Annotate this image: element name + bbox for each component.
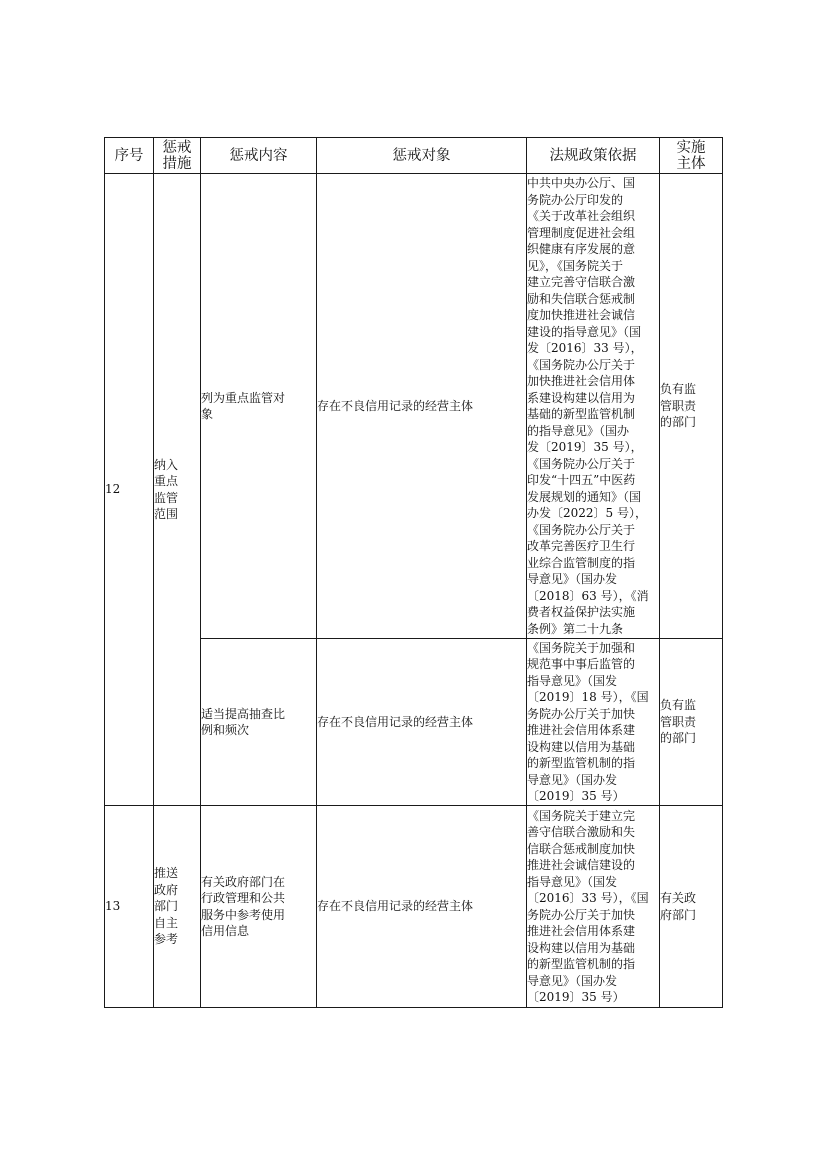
measure-line: 重点: [154, 474, 179, 488]
measure-line: 自主: [154, 915, 179, 930]
basis-line: 规范事中事后监管的: [527, 657, 636, 671]
content-cell: [201, 806, 317, 1008]
content-text: [201, 706, 316, 739]
target-text: 存在不良信用记录的经营主体: [317, 398, 474, 413]
header-measure-label: [154, 140, 200, 172]
header-index-label: 序号: [114, 147, 144, 164]
basis-cell: [527, 639, 660, 806]
basis-line: 〔2019〕35 号）: [527, 789, 625, 803]
header-measure-line: 措施: [162, 155, 192, 172]
basis-line: 《国务院办公厅关于: [527, 522, 636, 537]
basis-line: 业综合监管制度的指: [527, 555, 636, 570]
measure-cell: [154, 174, 201, 806]
header-target-label: 惩戒对象: [392, 147, 451, 164]
basis-line: 印发“十四五”中医药: [527, 473, 636, 487]
basis-line: 〔2019〕18 号），《国: [527, 690, 649, 704]
target-cell: [317, 174, 527, 639]
basis-line: 指导意见》（国发: [527, 673, 618, 688]
header-content: [201, 138, 317, 174]
basis-cell: [527, 174, 660, 639]
content-cell: [201, 639, 317, 806]
basis-line: 中共中央办公厅、国: [527, 176, 636, 190]
content-text: [201, 390, 316, 423]
measure-text: [154, 457, 200, 523]
header-executor: [660, 138, 723, 174]
basis-line: 《国务院办公厅关于: [527, 357, 636, 372]
basis-line: 信联合惩戒制度加快: [527, 841, 636, 856]
measure-line: 纳入: [154, 457, 179, 472]
header-content-label: 惩戒内容: [229, 147, 288, 164]
header-row: [105, 138, 723, 174]
measure-line: 政府: [154, 882, 179, 897]
content-line: 象: [201, 407, 214, 421]
row-index: 12: [105, 482, 121, 497]
executor-line: 的部门: [660, 415, 697, 430]
content-text: [201, 874, 316, 940]
executor-line: 府部门: [660, 907, 697, 922]
basis-line: 推进社会诚信建设的: [527, 858, 636, 872]
basis-line: 建设的指导意见》（国: [527, 324, 642, 339]
header-index: [105, 138, 154, 174]
content-line: 适当提高抽查比: [201, 706, 286, 721]
row-index-cell: [105, 174, 154, 806]
basis-text: [527, 175, 659, 637]
target-text: 存在不良信用记录的经营主体: [317, 899, 474, 914]
executor-text: [660, 697, 722, 747]
executor-line: 管职责: [660, 398, 697, 413]
basis-line: 《国务院关于建立完: [527, 808, 636, 823]
measure-line: 部门: [154, 899, 179, 914]
executor-line: 的部门: [660, 731, 697, 746]
measure-line: 推送: [154, 866, 179, 881]
executor-cell: [660, 639, 723, 806]
basis-line: 励和失信联合惩戒制: [527, 291, 636, 306]
basis-line: 织健康有序发展的意: [527, 242, 636, 256]
basis-line: 务院办公厅印发的: [527, 192, 624, 207]
measure-line: 范围: [154, 507, 179, 521]
basis-line: 设构建以信用为基础: [527, 739, 636, 754]
header-basis-label: 法规政策依据: [549, 147, 637, 164]
row-index-cell: [105, 806, 154, 1008]
measure-line: 监管: [154, 490, 179, 505]
executor-line: 负有监: [660, 698, 697, 713]
basis-line: 办发〔2022〕5 号），: [527, 506, 647, 520]
basis-line: 条例》第二十九条: [527, 621, 624, 636]
content-line: 例和频次: [201, 723, 250, 737]
basis-line: 设构建以信用为基础: [527, 940, 636, 955]
content-line: 列为重点监管对: [201, 390, 286, 405]
basis-line: 费者权益保护法实施: [527, 605, 636, 619]
basis-line: 推进社会信用体系建: [527, 723, 636, 737]
basis-line: 〔2016〕33 号），《国: [527, 891, 649, 905]
executor-text: [660, 890, 722, 923]
basis-line: 的新型监管机制的指: [527, 756, 636, 770]
basis-line: 建立完善守信联合激: [527, 275, 636, 289]
basis-line: 改革完善医疗卫生行: [527, 539, 636, 553]
basis-line: 〔2019〕35 号）: [527, 990, 625, 1004]
basis-line: 见》，《国务院关于: [527, 258, 624, 273]
executor-cell: [660, 806, 723, 1008]
content-line: 服务中参考使用: [201, 907, 286, 922]
basis-line: 发〔2019〕35 号），: [527, 440, 643, 454]
header-executor-label: [660, 140, 722, 172]
basis-text: [527, 640, 659, 805]
basis-line: 导意见》（国办发: [527, 973, 618, 988]
basis-line: 度加快推进社会诚信: [527, 308, 636, 322]
content-cell: [201, 174, 317, 639]
basis-line: 基础的新型监管机制: [527, 407, 636, 421]
content-line: 信用信息: [201, 924, 250, 938]
header-executor-line: 实施: [676, 139, 706, 156]
basis-line: 务院办公厅关于加快: [527, 706, 636, 721]
basis-line: 发〔2016〕33 号），: [527, 341, 643, 355]
table-row: [105, 174, 723, 639]
basis-line: 指导意见》（国发: [527, 874, 618, 889]
executor-line: 有关政: [660, 891, 697, 905]
basis-line: 的指导意见》（国办: [527, 423, 630, 438]
executor-text: [660, 381, 722, 431]
basis-line: 《国务院办公厅关于: [527, 456, 636, 471]
row-index: 13: [105, 899, 121, 914]
measure-line: 参考: [154, 932, 179, 947]
basis-line: 《国务院关于加强和: [527, 640, 636, 655]
basis-line: 推进社会信用体系建: [527, 924, 636, 938]
basis-line: 〔2018〕63 号），《消: [527, 588, 649, 603]
basis-line: 务院办公厅关于加快: [527, 907, 636, 922]
target-cell: [317, 806, 527, 1008]
basis-line: 善守信联合激励和失: [527, 825, 636, 839]
executor-line: 管职责: [660, 714, 697, 729]
header-target: [317, 138, 527, 174]
content-line: 有关政府部门在: [201, 874, 286, 889]
basis-line: 管理制度促进社会组: [527, 225, 636, 240]
executor-cell: [660, 174, 723, 639]
measure-cell: [154, 806, 201, 1008]
header-measure-line: 惩戒: [162, 139, 192, 156]
target-cell: [317, 639, 527, 806]
executor-line: 负有监: [660, 382, 697, 397]
basis-line: 发展规划的通知》（国: [527, 489, 642, 504]
basis-line: 导意见》（国办发: [527, 572, 618, 586]
target-text: 存在不良信用记录的经营主体: [317, 714, 474, 729]
basis-line: 的新型监管机制的指: [527, 957, 636, 971]
header-executor-line: 主体: [676, 155, 706, 172]
basis-line: 导意见》（国办发: [527, 772, 618, 787]
basis-text: [527, 808, 659, 1006]
table-row: [105, 806, 723, 1008]
content-line: 行政管理和公共: [201, 891, 286, 905]
basis-cell: [527, 806, 660, 1008]
measure-text: [154, 865, 200, 948]
punishment-measures-table: [104, 137, 723, 1008]
header-basis: [527, 138, 660, 174]
basis-line: 加快推进社会信用体: [527, 374, 636, 388]
basis-line: 系建设构建以信用为: [527, 390, 636, 405]
header-measure: [154, 138, 201, 174]
basis-line: 《关于改革社会组织: [527, 209, 636, 223]
